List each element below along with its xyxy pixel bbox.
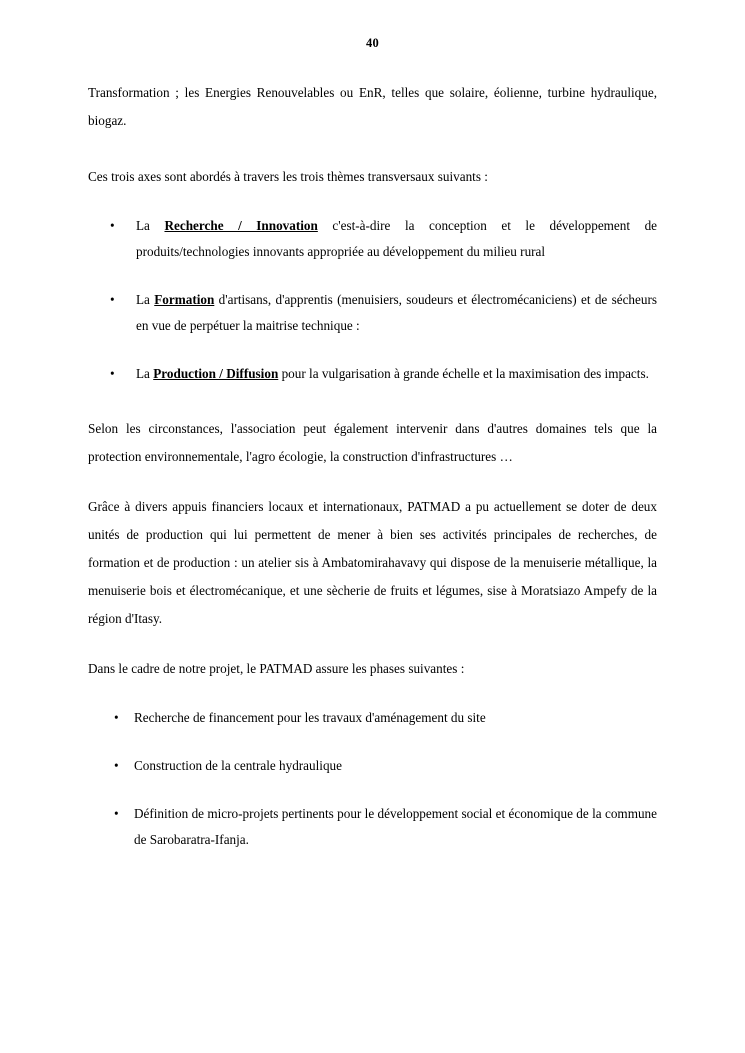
bullet-icon: • xyxy=(110,218,115,233)
paragraph-patmad-units: Grâce à divers appuis financiers locaux et internationaux, PATMAD a pu actuellement se doter de deux unités de production qui lui permettent de mener à bien ses activités principales de recherches, de formation et de production : un atelier sis à Ambatomirahavavy qui dispose de la menuiserie métallique, la menuiserie bois et électromécanique, et une sècherie de fruits et légumes, sise à Moratsiazo Ampefy de la région d'Itasy. xyxy=(88,499,657,626)
list-item-text: Définition de micro-projets pertinents pour le développement social et économique de la commune de Sarobaratra-Ifanja. xyxy=(134,806,657,847)
list-item-text: Recherche de financement pour les travaux d'aménagement du site xyxy=(134,710,486,725)
list-item xyxy=(88,753,657,779)
paragraph-transformation: Transformation ; les Energies Renouvelables ou EnR, telles que solaire, éolienne, turbine hydraulique, biogaz. xyxy=(88,85,657,128)
list-item-emphasis: Recherche / Innovation xyxy=(164,218,318,233)
spacer xyxy=(88,683,657,705)
paragraph-project-phases: Dans le cadre de notre projet, le PATMAD assure les phases suivantes : xyxy=(88,661,465,676)
spacer xyxy=(88,135,657,163)
spacer xyxy=(88,633,657,655)
list-item-lead: La xyxy=(136,292,150,307)
list-item-text: pour la vulgarisation à grande échelle et la maximisation des impacts. xyxy=(281,366,649,381)
spacer xyxy=(88,387,657,415)
page-number: 40 xyxy=(366,36,379,50)
list-item xyxy=(88,801,657,853)
bullet-icon: • xyxy=(114,758,119,773)
list-item-emphasis: Production / Diffusion xyxy=(153,366,279,381)
bullet-icon: • xyxy=(110,292,115,307)
list-item-text: d'artisans, d'apprentis (menuisiers, soudeurs et électromécaniciens) et de sécheurs en vue de perpétuer la maitrise technique : xyxy=(136,292,657,333)
list-item-text: c'est-à-dire la conception et le développement de produits/technologies innovants appropriée au développement du milieu rural xyxy=(136,218,658,259)
list-item xyxy=(88,213,657,265)
list-item-text: Construction de la centrale hydraulique xyxy=(134,758,342,773)
bullet-list-themes xyxy=(88,213,657,387)
list-item xyxy=(88,361,657,387)
spacer xyxy=(88,191,657,213)
bullet-list-phases xyxy=(88,705,657,853)
list-item-emphasis: Formation xyxy=(154,292,215,307)
bullet-icon: • xyxy=(114,806,119,821)
list-item-lead: La xyxy=(136,366,150,381)
bullet-icon: • xyxy=(110,366,115,381)
paragraph-circumstances: Selon les circonstances, l'association peut également intervenir dans d'autres domaines tels que la protection environnementale, l'agro écologie, la construction d'infrastructures … xyxy=(88,421,657,464)
paragraph-three-axes: Ces trois axes sont abordés à travers les trois thèmes transversaux suivants : xyxy=(88,169,488,184)
spacer xyxy=(88,471,657,493)
list-item xyxy=(88,705,657,731)
list-item-lead: La xyxy=(136,218,150,233)
bullet-icon: • xyxy=(114,710,119,725)
list-item xyxy=(88,287,657,339)
